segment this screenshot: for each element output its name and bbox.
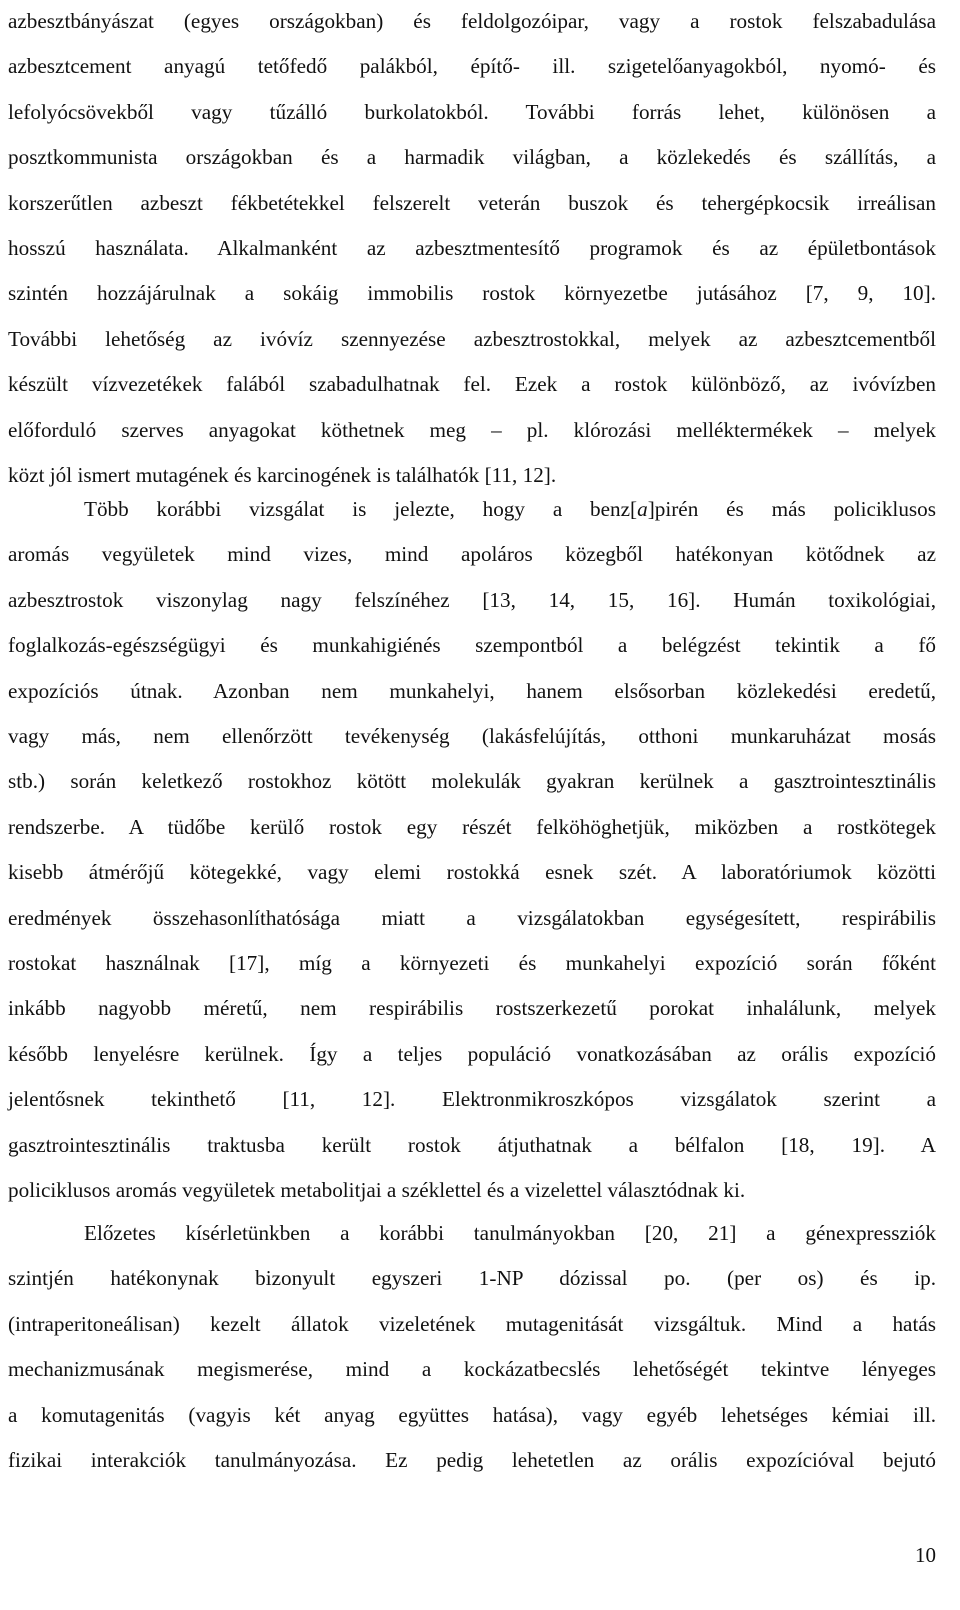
text-line: készült vízvezetékek falából szabadulhatnak fel. Ezek a rostok különböző, az ivóvízben (8, 372, 936, 397)
text-line: (intraperitoneálisan) kezelt állatok vizeletének mutagenitását vizsgáltuk. Mind a hatás (8, 1311, 936, 1336)
text-line: policiklusos aromás vegyületek metabolitjai a széklettel és a vizelettel választódnak ki. (8, 1178, 746, 1203)
text-line: azbesztrostok viszonylag nagy felszínéhez [13, 14, 15, 16]. Humán toxikológiai, (8, 587, 936, 612)
text-line: Előzetes kísérletünkben a korábbi tanulmányokban [20, 21] a génexpressziók (84, 1221, 936, 1245)
page-number: 10 (915, 1543, 936, 1567)
paragraph-2 (8, 487, 936, 1214)
text-line: szintén hozzájárulnak a sokáig immobilis rostok környezetbe jutásához [7, 9, 10]. (8, 281, 936, 306)
text-line: fizikai interakciók tanulmányozása. Ez pedig lehetetlen az orális expozícióval bejutó (8, 1448, 936, 1473)
text-line: közt jól ismert mutagének és karcinogének is találhatók [11, 12]. (8, 463, 557, 488)
text-line: jelentősnek tekinthető [11, 12]. Elektronmikroszkópos vizsgálatok szerint a (8, 1087, 936, 1112)
text-line: azbesztbányászat (egyes országokban) és feldolgozóipar, vagy a rostok felszabadulása (8, 9, 936, 33)
text-line: gasztrointesztinális traktusba került rostok átjuthatnak a bélfalon [18, 19]. A (8, 1132, 936, 1157)
text-line: posztkommunista országokban és a harmadik világban, a közlekedés és szállítás, a (8, 145, 936, 170)
text-line: További lehetőség az ivóvíz szennyezése azbesztrostokkal, melyek az azbesztcementből (8, 326, 936, 351)
text-line: szintjén hatékonynak bizonyult egyszeri 1-NP dózissal po. (per os) és ip. (8, 1266, 936, 1291)
text-line: mechanizmusának megismerése, mind a kockázatbecslés lehetőségét tekintve lényeges (8, 1357, 936, 1382)
text-line: inkább nagyobb méretű, nem respirábilis rostszerkezetű porokat inhalálunk, melyek (8, 996, 936, 1021)
text-line: eredmények összehasonlíthatósága miatt a vizsgálatokban egységesített, respirábilis (8, 905, 936, 930)
text-line: stb.) során keletkező rostokhoz kötött molekulák gyakran kerülnek a gasztrointesztinális (8, 769, 936, 794)
text-line: foglalkozás-egészségügyi és munkahigiénés szempontból a belégzést tekintik a fő (8, 633, 936, 658)
text-line: előforduló szerves anyagokat köthetnek meg – pl. klórozási melléktermékek – melyek (8, 417, 936, 442)
text-line: lefolyócsövekből vagy tűzálló burkolatokból. További forrás lehet, különösen a (8, 99, 936, 124)
text-line: expozíciós útnak. Azonban nem munkahelyi, hanem elsősorban közlekedési eredetű, (8, 678, 936, 703)
text-line: korszerűtlen azbeszt fékbetétekkel felszerelt veterán buszok és tehergépkocsik irreálisan (8, 190, 936, 215)
text-line: rendszerbe. A tüdőbe kerülő rostok egy részét felköhöghetjük, miközben a rostkötegek (8, 814, 936, 839)
text-line: vagy más, nem ellenőrzött tevékenység (lakásfelújítás, otthoni munkaruházat mosás (8, 724, 936, 749)
text-line: Több korábbi vizsgálat is jelezte, hogy a benz[a]pirén és más policiklusos (84, 497, 936, 521)
text-line: azbesztcement anyagú tetőfedő palákból, építő- ill. szigetelőanyagokból, nyomó- és (8, 54, 936, 79)
text-line: később lenyelésre kerülnek. Így a teljes populáció vonatkozásában az orális expozíció (8, 1041, 936, 1066)
text-line: rostokat használnak [17], míg a környezeti és munkahelyi expozíció során főként (8, 951, 936, 976)
text-line: a komutagenitás (vagyis két anyag együttes hatása), vagy egyéb lehetséges kémiai ill. (8, 1402, 936, 1427)
paragraph-3 (8, 1211, 936, 1483)
text-line: kisebb átmérőjű kötegekké, vagy elemi rostokká esnek szét. A laboratóriumok közötti (8, 860, 936, 885)
paragraph-1 (8, 0, 936, 498)
text-line: hosszú használata. Alkalmanként az azbesztmentesítő programok és az épületbontások (8, 236, 936, 261)
text-line: aromás vegyületek mind vizes, mind apoláros közegből hatékonyan kötődnek az (8, 542, 936, 567)
